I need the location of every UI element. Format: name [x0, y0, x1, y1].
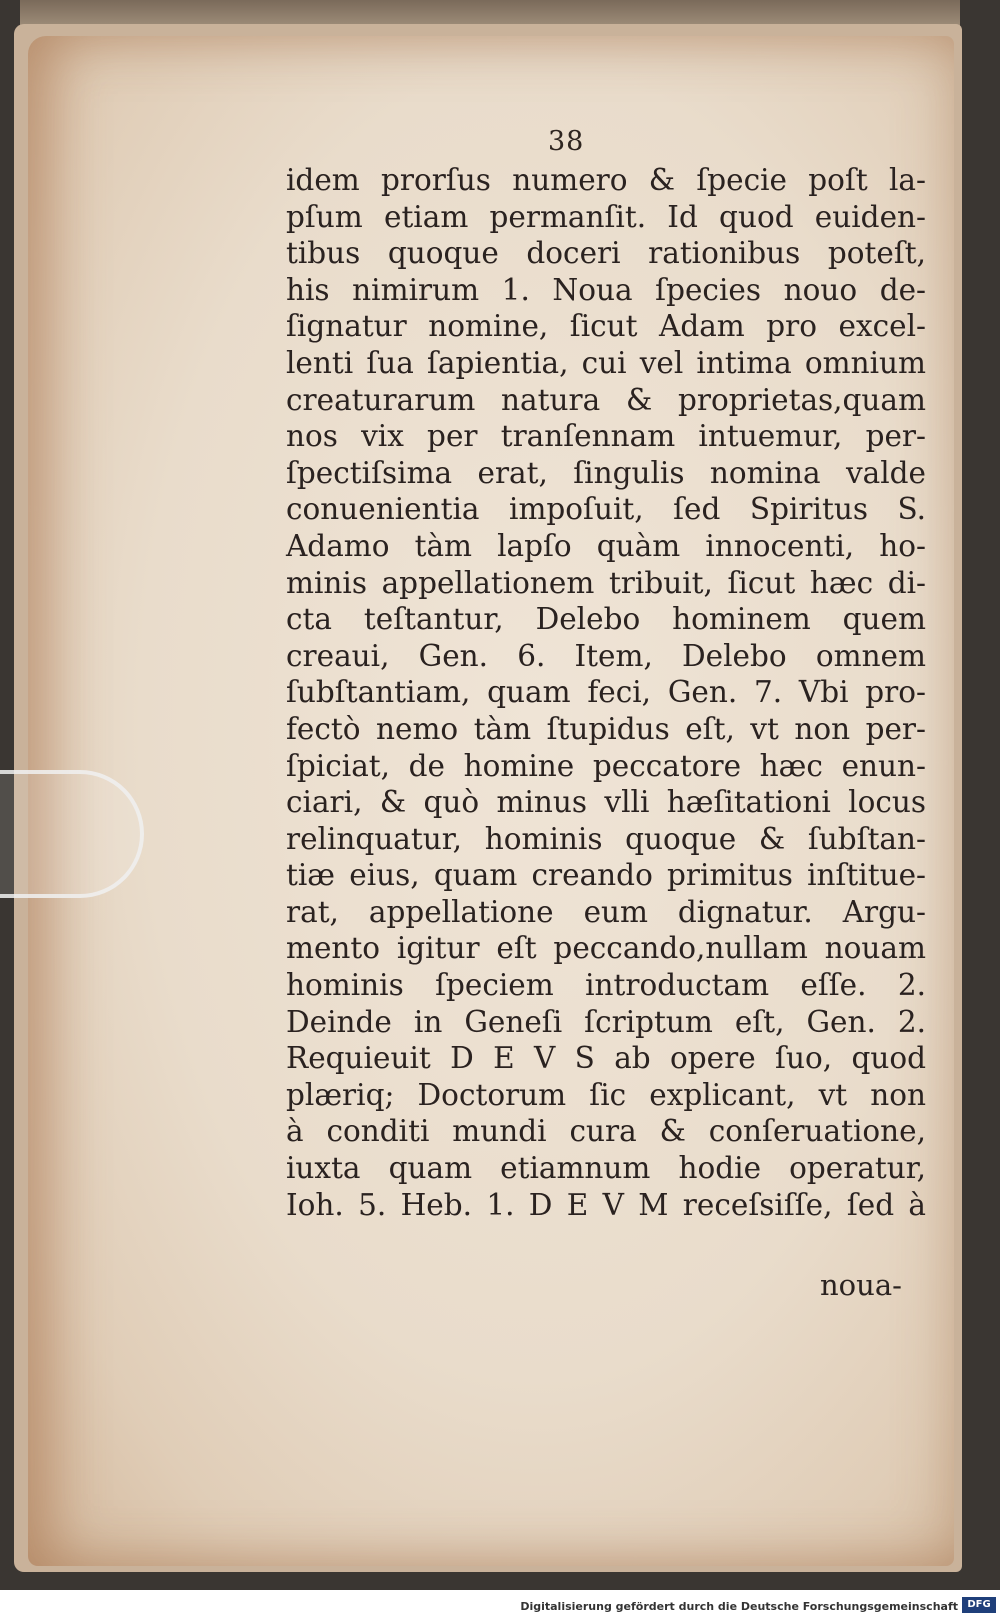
text-line: cta teſtantur, Delebo hominem quem [286, 602, 926, 637]
funding-notice: Digitalisierung gefördert durch die Deutsche Forschungsgemeinschaft [520, 1600, 958, 1613]
text-line: minis appellationem tribuit, ſicut hæc di- [286, 565, 926, 600]
text-line: mento igitur eſt peccando,nullam nouam [286, 931, 926, 966]
text-line: iuxta quam etiamnum hodie operatur, [286, 1151, 926, 1186]
text-line: fectò nemo tàm ſtupidus eſt, vt non per- [286, 711, 926, 746]
text-line: ſpiciat, de homine peccatore hæc enun- [286, 748, 926, 783]
text-line: nos vix per tranſennam intuemur, per- [286, 419, 926, 454]
body-text [286, 162, 926, 1223]
text-line: tibus quoque doceri rationibus poteſt, [286, 236, 926, 271]
text-line: his nimirum 1. Noua ſpecies nouo de- [286, 272, 926, 307]
text-line: plæriq; Doctorum ſic explicant, vt non [286, 1077, 926, 1112]
text-line: ſpectiſsima erat, ſingulis nomina valde [286, 455, 926, 490]
text-line: Deinde in Geneſi ſcriptum eſt, Gen. 2. [286, 1004, 926, 1039]
text-line: hominis ſpeciem introductam eſſe. 2. [286, 968, 926, 1003]
text-line: conuenientia impoſuit, ſed Spiritus S. [286, 492, 926, 527]
text-line: lenti ſua ſapientia, cui vel intima omnium [286, 345, 926, 380]
text-line: Adamo tàm lapſo quàm innocenti, ho- [286, 528, 926, 563]
text-line: pſum etiam permanſit. Id quod euiden- [286, 199, 926, 234]
text-line: creaui, Gen. 6. Item, Delebo omnem [286, 638, 926, 673]
catchword: noua- [820, 1268, 902, 1302]
text-line: relinquatur, hominis quoque & ſubſtan- [286, 821, 926, 856]
page-number: 38 [548, 126, 585, 157]
text-line: rat, appellatione eum dignatur. Argu- [286, 894, 926, 929]
text-line: creaturarum natura & proprietas,quam [286, 382, 926, 417]
text-line: ſubſtantiam, quam feci, Gen. 7. Vbi pro- [286, 675, 926, 710]
text-line: ciari, & quò minus vlli hæſitationi locus [286, 785, 926, 820]
text-line: ſignatur nomine, ſicut Adam pro excel- [286, 309, 926, 344]
text-line: à conditi mundi cura & conſeruatione, [286, 1114, 926, 1149]
text-line: Requieuit D E V S ab opere ſuo, quod [286, 1041, 926, 1076]
book-clip [0, 770, 144, 898]
dfg-logo: DFG [962, 1597, 996, 1613]
text-line: idem prorſus numero & ſpecie poſt la- [286, 163, 926, 197]
text-line: Ioh. 5. Heb. 1. D E V M receſsiſſe, ſed à [286, 1187, 926, 1222]
text-line: tiæ eius, quam creando primitus inſtitue- [286, 858, 926, 893]
